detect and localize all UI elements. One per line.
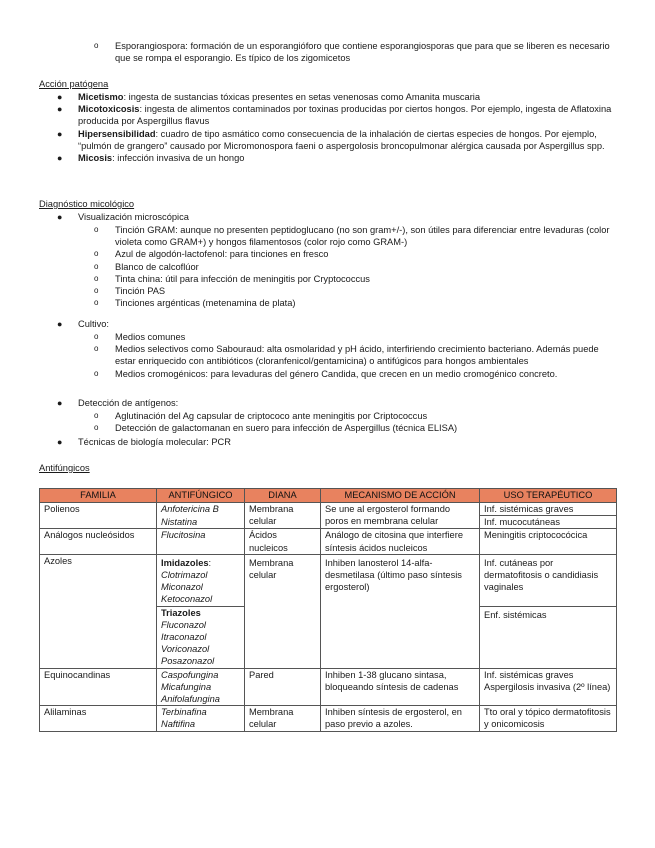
cell-familia: Azoles	[40, 554, 157, 668]
list-item: o Azul de algodón-lactofenol: para tinciones en fresco	[94, 249, 329, 260]
intro-text: Esporangiospora: formación de un esporangióforo que contiene esporangiosporas que para que se liberen es necesario que se rompa el esporangio. Es típico de los zigomicetos	[115, 41, 610, 64]
table-header-row	[40, 489, 617, 503]
column-header: DIANA	[245, 489, 321, 503]
cell-mecanismo: Se une al ergosterol formando poros en membrana celular	[321, 503, 480, 529]
hollow-bullet-icon: o	[94, 286, 99, 296]
definition: : cuadro de tipo asmático como consecuencia de la inhalación de ciertas especies de hongos. Por ejemplo, “pulmón de grangero” causado por Micromonospora faeni o aspergolosis broncopulmonar alérgica causada por Aspergillus spp.	[78, 128, 605, 151]
list-item: o Detección de galactomanan en suero para infección de Aspergillus (técnica ELISA)	[94, 423, 458, 434]
list-label: Técnicas de biología molecular: PCR	[78, 437, 231, 447]
hollow-bullet-icon: o	[94, 261, 99, 271]
table-row	[40, 503, 617, 516]
intro-item	[94, 40, 615, 64]
section-title-accion: Acción patógena	[39, 79, 109, 89]
hollow-bullet-icon: o	[94, 423, 99, 433]
section-title-diag: Diagnóstico micológico	[39, 199, 135, 209]
list-item: o Blanco de calcoflúor	[94, 261, 199, 272]
diag-cultivo	[57, 318, 618, 330]
hollow-bullet-icon: o	[94, 41, 99, 50]
cell-uso: Tto oral y tópico dermatofitosis y onicomicosis	[480, 706, 617, 731]
term: Micosis	[78, 153, 113, 164]
bullet-icon: ●	[57, 128, 63, 139]
bullet-icon: ●	[57, 319, 63, 329]
cell-uso: Inf. cutáneas por dermatofitosis o candidiasis vaginales	[480, 554, 617, 606]
drug-group-label: Imidazoles	[161, 557, 209, 568]
drug-group-label: Triazoles	[161, 607, 201, 618]
cell-drug: Triazoles Fluconazol Itraconazol Voriconazol Posazonazol	[157, 606, 245, 668]
definition: : ingesta de alimentos contaminados por toxinas producidas por ciertos hongos. Por ejemplo, ingesta de Aflatoxina producida por Aspergillus flavus	[78, 104, 612, 127]
list-item	[57, 152, 618, 164]
cell-drug: Imidazoles: Clotrimazol Miconazol Ketoconazol	[157, 554, 245, 606]
cell-familia: Polienos	[40, 503, 157, 529]
bullet-icon: ●	[57, 92, 63, 102]
list-item: o Aglutinación del Ag capsular de criptococo ante meningitis por Criptococcus	[94, 411, 428, 421]
cell-diana: Ácidos nucleicos	[245, 529, 321, 554]
list-item	[57, 128, 618, 152]
hollow-bullet-icon: o	[94, 332, 99, 341]
cell-diana: Membrana celular	[245, 554, 321, 668]
section-title-antif: Antifúngicos	[39, 463, 90, 473]
diag-pcr	[57, 436, 618, 448]
list-label: Cultivo:	[78, 319, 110, 329]
cell-drug: Nistatina	[157, 516, 245, 529]
accion-list	[57, 91, 618, 164]
definition: : infección invasiva de un hongo	[112, 153, 245, 164]
cell-uso: Enf. sistémicas	[480, 606, 617, 668]
bullet-icon: ●	[57, 212, 63, 222]
cell-drug: Terbinafina Naftifina	[157, 706, 245, 731]
hollow-bullet-icon: o	[94, 249, 99, 259]
cell-familia: Alilaminas	[40, 706, 157, 731]
cell-drug: Caspofungina Micafungina Anifolafungina	[157, 668, 245, 706]
bullet-icon: ●	[57, 153, 63, 164]
bullet-icon: ●	[57, 437, 63, 447]
bullet-icon: ●	[57, 104, 63, 115]
hollow-bullet-icon: o	[94, 368, 99, 378]
bullet-icon: ●	[57, 398, 63, 408]
cell-mecanismo: Inhiben lanosterol 14-alfa-desmetilasa (último paso síntesis ergosterol)	[321, 554, 480, 668]
column-header: ANTIFÚNGICO	[157, 489, 245, 503]
term: Micetismo	[78, 92, 124, 102]
column-header: USO TERAPÉUTICO	[480, 489, 617, 503]
antifungal-table	[39, 488, 617, 732]
cell-familia: Análogos nucleósidos	[40, 529, 157, 554]
list-item: o Medios comunes	[94, 332, 186, 342]
cell-drug: Anfotericina B	[157, 503, 245, 516]
column-header: FAMILIA	[40, 489, 157, 503]
list-item	[57, 103, 618, 127]
list-item: o Tinta china: útil para infección de meningitis por Cryptococcus	[94, 273, 370, 284]
hollow-bullet-icon: o	[94, 225, 99, 234]
cell-diana: Membrana celular	[245, 706, 321, 731]
cell-uso: Meningitis criptococócica	[480, 529, 617, 554]
cell-uso: Inf. sistémicas graves	[480, 503, 617, 516]
cell-familia: Equinocandinas	[40, 668, 157, 706]
list-item: o Tinción GRAM: aunque no presenten peptidoglucano (no son gram+/-), son útiles para diferenciar entre levaduras (color violeta como GRAM+) y hongos filamentosos (color rojo como GRAM-)	[94, 225, 610, 248]
list-item: o Tinción PAS	[94, 286, 166, 297]
cell-mecanismo: Inhiben síntesis de ergosterol, en paso previo a azoles.	[321, 706, 480, 731]
definition: : ingesta de sustancias tóxicas presentes en setas venenosas como Amanita muscaria	[123, 92, 481, 102]
diag-vis	[57, 211, 618, 223]
term: Hipersensibilidad	[78, 128, 156, 139]
cell-mecanismo: Inhiben 1-38 glucano sintasa, bloqueando síntesis de cadenas	[321, 668, 480, 706]
table-row	[40, 554, 617, 606]
cell-uso: Inf. mucocutáneas	[480, 516, 617, 529]
hollow-bullet-icon: o	[94, 273, 99, 283]
cell-diana: Membrana celular	[245, 503, 321, 529]
diag-deteccion-items	[94, 410, 615, 434]
table-row	[40, 529, 617, 554]
table-row	[40, 668, 617, 706]
list-label: Visualización microscópica	[78, 212, 189, 222]
cell-mecanismo: Análogo de citosina que interfiere síntesis ácidos nucleicos	[321, 529, 480, 554]
list-item	[57, 91, 618, 103]
diag-vis-items	[94, 224, 615, 309]
cell-diana: Pared	[245, 668, 321, 706]
diag-cultivo-items	[94, 331, 615, 380]
cell-drug: Flucitosina	[157, 529, 245, 554]
list-item: o Tinciones argénticas (metenamina de plata)	[94, 298, 296, 309]
list-item: o Medios selectivos como Sabouraud: alta osmolaridad y pH ácido, interfiriendo crecimiento bacteriano. Además puede estar enriquecido con antibióticos (cloranfenicol/gentamicina) o antifúgicos para hongos ambientales	[94, 344, 599, 367]
diag-deteccion	[57, 397, 618, 409]
term: Micotoxicosis	[78, 104, 140, 115]
hollow-bullet-icon: o	[94, 344, 99, 354]
cell-uso: Inf. sistémicas graves Aspergilosis invasiva (2º línea)	[480, 668, 617, 706]
column-header: MECANISMO DE ACCIÓN	[321, 489, 480, 503]
list-label: Detección de antígenos:	[78, 398, 179, 408]
hollow-bullet-icon: o	[94, 298, 99, 308]
list-item: o Medios cromogénicos: para levaduras del género Candida, que crecen en un medio cromogénico concreto.	[94, 368, 558, 379]
hollow-bullet-icon: o	[94, 411, 99, 420]
table-row	[40, 706, 617, 731]
